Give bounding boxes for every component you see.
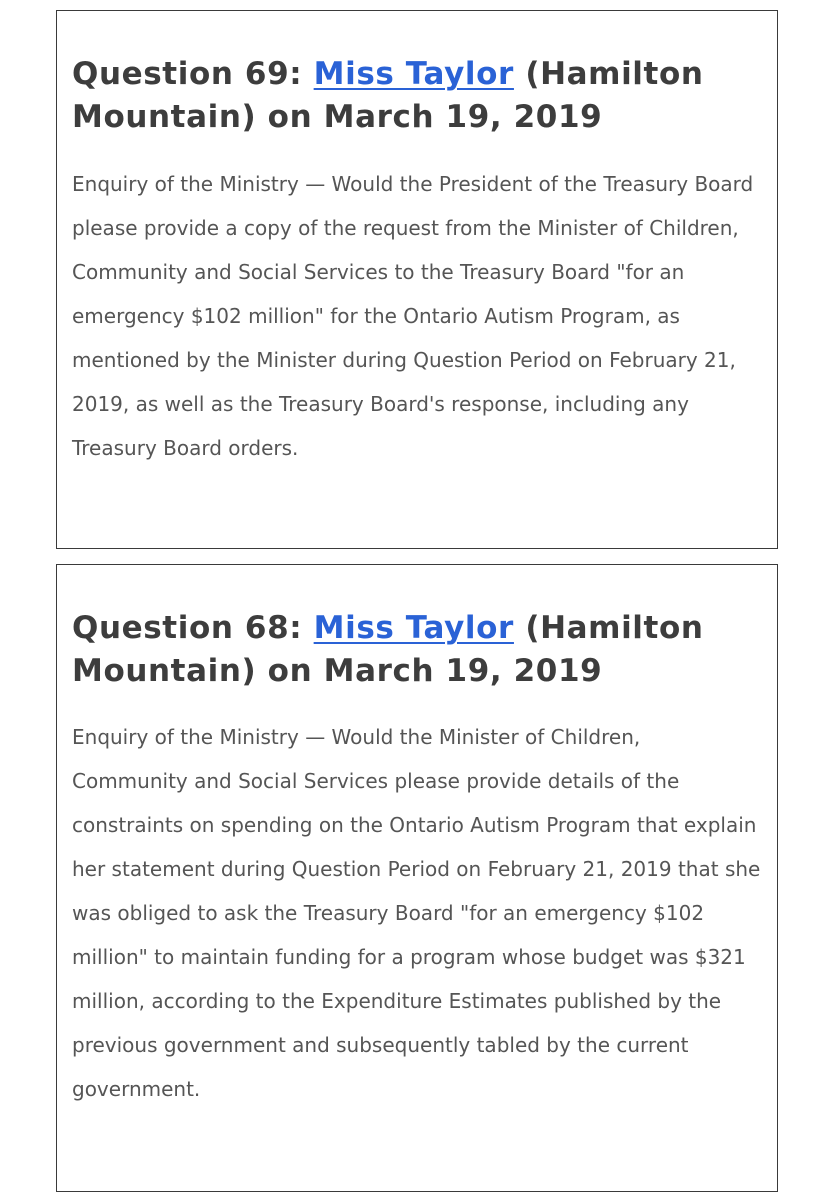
question-body: Enquiry of the Ministry — Would the Minister of Children, Community and Social Services please provide details of the constraints on spending on the Ontario Autism Program that explain her statement during Question Period on February 21, 2019 that she was obliged to ask the Treasury Board "for an emergency $102 million" to maintain funding for a program whose budget was $321 million, according to the Expenditure Estimates published by the previous government and subsequently tabled by the current government. [72, 725, 761, 1101]
question-riding-date: (Hamilton Mountain) on March 19, 2019 [72, 56, 704, 135]
question-title [72, 53, 752, 139]
question-riding-date: (Hamilton Mountain) on March 19, 2019 [72, 610, 704, 689]
question-card-69 [56, 10, 778, 549]
question-card-68 [56, 564, 778, 1192]
question-body: Enquiry of the Ministry — Would the President of the Treasury Board please provide a copy of the request from the Minister of Children, Community and Social Services to the Treasury Board "for an emergency $102 million" for the Ontario Autism Program, as mentioned by the Minister during Question Period on February 21, 2019, as well as the Treasury Board's response, including any Treasury Board orders. [72, 172, 754, 460]
member-link[interactable]: Miss Taylor [313, 610, 514, 646]
question-number: Question 68: [72, 610, 314, 646]
question-title [72, 607, 752, 693]
question-number: Question 69: [72, 56, 314, 92]
member-link[interactable]: Miss Taylor [313, 56, 514, 92]
